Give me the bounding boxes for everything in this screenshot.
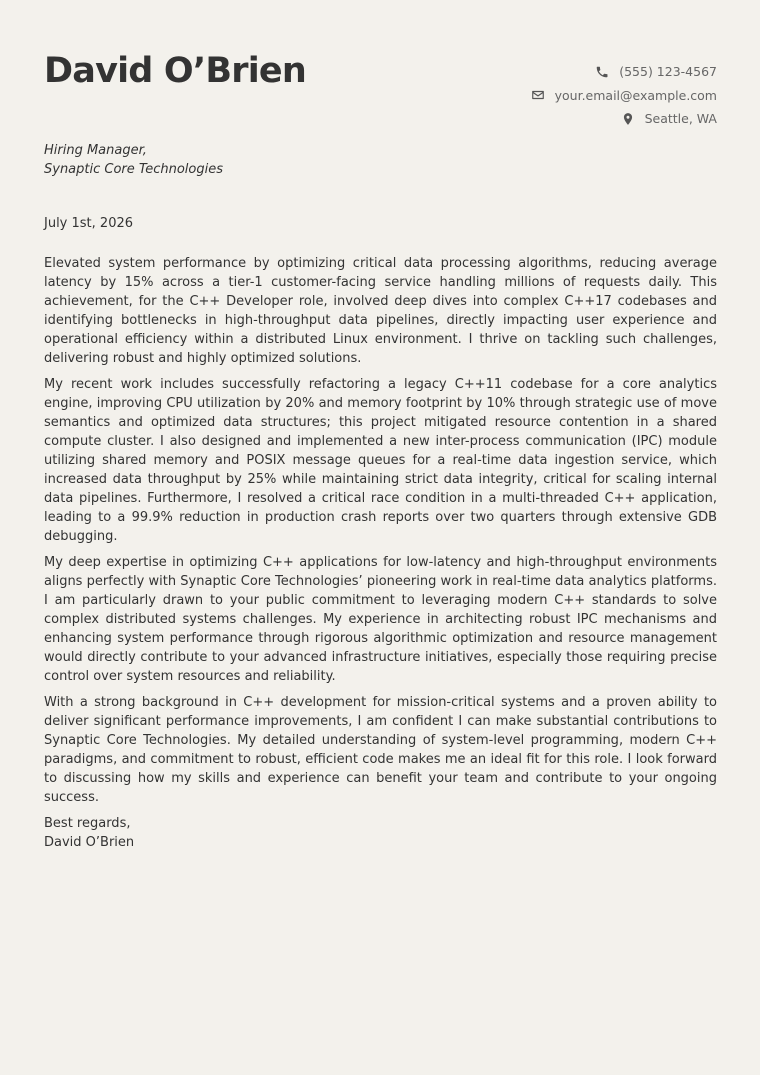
envelope-icon: [531, 88, 545, 102]
letter-header: [44, 48, 717, 138]
body-paragraph: My deep expertise in optimizing C++ applications for low-latency and high-throughput environments aligns perfectly with Synaptic Core Technologies’ pioneering work in real-time data analytics platforms. I am particularly drawn to your public commitment to leveraging modern C++ standards to solve complex distributed systems challenges. My experience in architecting robust IPC mechanisms and enhancing system performance through rigorous algorithmic optimization and resource management would directly contribute to your advanced infrastructure initiatives, especially those requiring precise control over system resources and reliability.: [44, 555, 717, 684]
recipient-block: [44, 141, 544, 179]
sender-name: David O’Brien: [44, 51, 306, 91]
phone-number: (555) 123-4567: [619, 64, 717, 80]
body-paragraph: Elevated system performance by optimizing critical data processing algorithms, reducing average latency by 15% across a tier-1 customer-facing service handling millions of requests daily. This achievement, for the C++ Developer role, involved deep dives into complex C++17 codebases and identifying bottlenecks in high-throughput data pipelines, directly impacting user experience and operational efficiency within a distributed Linux environment. I thrive on tackling such challenges, delivering robust and highly optimized solutions.: [44, 256, 717, 366]
contact-info: [417, 60, 717, 131]
body-paragraph: My recent work includes successfully refactoring a legacy C++11 codebase for a core analytics engine, improving CPU utilization by 20% and memory footprint by 10% through strategic use of move semantics and optimized data structures; this project mitigated resource contention in a shared compute cluster. I also designed and implemented a new inter-process communication (IPC) module utilizing shared memory and POSIX message queues for a real-time data ingestion service, which increased data throughput by 25% while maintaining strict data integrity, critical for scaling internal data pipelines. Furthermore, I resolved a critical race condition in a multi-threaded C++ application, leading to a 99.9% reduction in production crash reports over two quarters through extensive GDB debugging.: [44, 377, 717, 544]
email-address: your.email@example.com: [554, 87, 717, 103]
letter-date: July 1st, 2026: [44, 216, 134, 231]
location-text: Seattle, WA: [644, 111, 717, 127]
closing-block: [44, 814, 717, 852]
signature-name: David O’Brien: [44, 835, 135, 850]
location-contact: [417, 107, 717, 131]
recipient-title: Hiring Manager,: [44, 143, 147, 158]
map-pin-icon: [621, 112, 635, 126]
closing-salutation: Best regards,: [44, 816, 131, 831]
email-contact: [417, 84, 717, 108]
phone-contact: [417, 60, 717, 84]
body-paragraph: With a strong background in C++ development for mission-critical systems and a proven ability to deliver significant performance improvements, I am confident I can make substantial contributions to Synaptic Core Technologies. My detailed understanding of system-level programming, modern C++ paradigms, and commitment to robust, efficient code makes me an ideal fit for this role. I look forward to discussing how my skills and experience can benefit your team and contribute to your ongoing success.: [44, 695, 717, 805]
recipient-company: Synaptic Core Technologies: [44, 162, 224, 177]
letter-body: [44, 254, 717, 852]
phone-icon: [595, 65, 609, 79]
